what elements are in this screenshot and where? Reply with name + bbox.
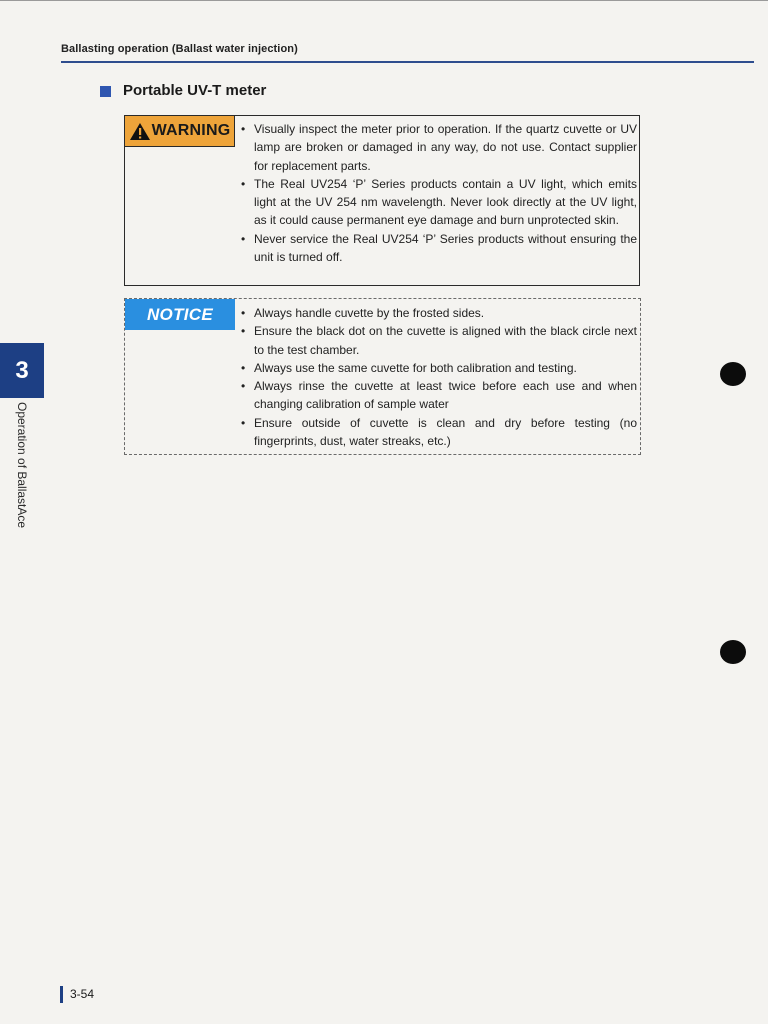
notice-box — [124, 298, 641, 455]
notice-label — [125, 299, 235, 330]
warning-label-text: WARNING — [151, 122, 231, 139]
notice-item: • Always rinse the cuvette at least twice before each use and when changing calibration of sample water — [241, 377, 637, 414]
warning-item: • Visually inspect the meter prior to operation. If the quartz cuvette or UV lamp are broken or damaged in any way, do not use. Contact supplier for replacement parts. — [241, 120, 637, 175]
header-rule — [61, 61, 754, 63]
warning-label — [125, 116, 235, 147]
chapter-tab — [0, 343, 44, 398]
notice-item: • Always handle cuvette by the frosted sides. — [241, 304, 637, 322]
notice-item: • Ensure the black dot on the cuvette is aligned with the black circle next to the test chamber. — [241, 322, 637, 359]
notice-item: • Ensure outside of cuvette is clean and dry before testing (no fingerprints, dust, water streaks, etc.) — [241, 414, 637, 451]
warning-list — [241, 120, 637, 266]
footer-bar — [60, 986, 63, 1003]
binder-hole-icon — [720, 640, 746, 664]
binder-hole-icon — [720, 362, 746, 386]
page-top-edge — [0, 0, 768, 1]
notice-item: • Always use the same cuvette for both calibration and testing. — [241, 359, 637, 377]
notice-label-text: NOTICE — [146, 304, 214, 324]
notice-list — [241, 304, 637, 450]
chapter-side-title: Operation of BallastAce — [15, 402, 29, 529]
warning-item: • Never service the Real UV254 ‘P’ Series products without ensuring the unit is turned off. — [241, 230, 637, 267]
chapter-number: 3 — [15, 356, 29, 384]
running-header-title: Ballasting operation (Ballast water injection) — [61, 43, 298, 55]
page-number: 3-54 — [70, 987, 95, 1001]
warning-box — [124, 115, 640, 286]
warning-triangle-icon — [129, 122, 151, 141]
warning-item: • The Real UV254 ‘P’ Series products contain a UV light, which emits light at the UV 254 nm wavelength. Never look directly at the UV light, as it could cause permanent eye damage and burn unprotected skin. — [241, 175, 637, 230]
section-square-icon — [100, 86, 111, 97]
section-title: Portable UV-T meter — [123, 82, 267, 99]
